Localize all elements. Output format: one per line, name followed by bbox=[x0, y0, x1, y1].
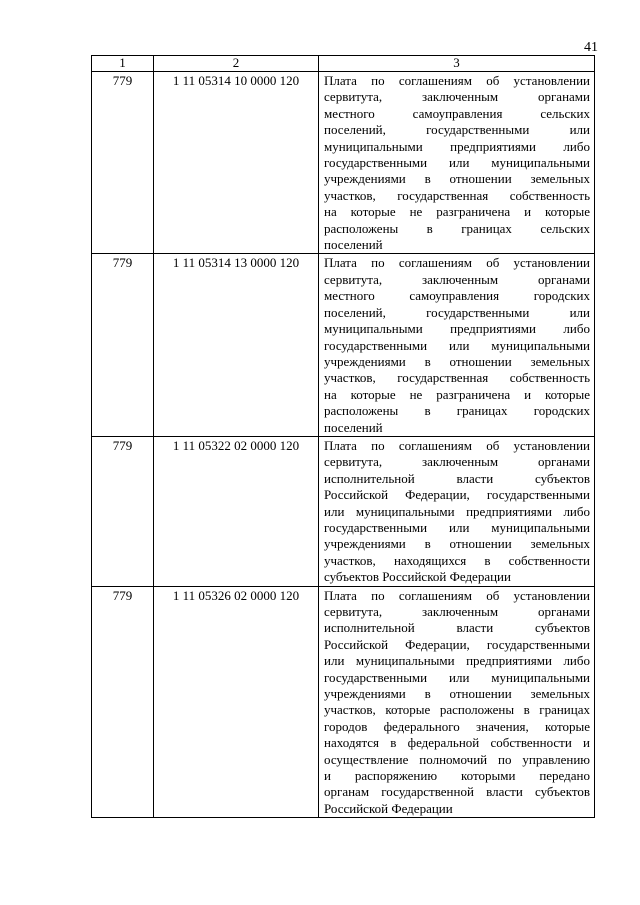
admin-code-cell: 779 bbox=[92, 254, 154, 436]
description-line: субъектов Российской Федерации bbox=[324, 569, 511, 585]
description-line: участков, которые расположены в границах bbox=[324, 702, 590, 718]
admin-code-cell: 779 bbox=[92, 72, 154, 254]
description-line: Российской Федерации, государственными bbox=[324, 487, 590, 503]
description-line: сервитута, заключенным органами bbox=[324, 89, 590, 105]
description-line: местного самоуправления сельских bbox=[324, 105, 590, 121]
description-line: муниципальными предприятиями либо bbox=[324, 321, 590, 337]
description-line: муниципальными предприятиями либо bbox=[324, 138, 590, 154]
description-line: и распоряжению которыми передано bbox=[324, 768, 590, 784]
column-header-admin: 1 bbox=[92, 56, 154, 72]
description-line: участков, государственная собственность bbox=[324, 370, 590, 386]
description-line: поселений bbox=[324, 237, 383, 253]
budget-code-cell: 1 11 05326 02 0000 120 bbox=[154, 586, 319, 818]
description-line: органам государственной власти субъектов bbox=[324, 784, 590, 800]
description-line: или муниципальными предприятиями либо bbox=[324, 503, 590, 519]
description-line: или муниципальными предприятиями либо bbox=[324, 653, 590, 669]
description-line: учреждениями в отношении земельных bbox=[324, 171, 590, 187]
description-line: поселений, государственными или bbox=[324, 304, 590, 320]
description-line: государственными или муниципальными bbox=[324, 155, 590, 171]
description-line: государственными или муниципальными bbox=[324, 669, 590, 685]
description-line: Плата по соглашениям об установлении bbox=[324, 73, 590, 88]
description-line: Плата по соглашениям об установлении bbox=[324, 587, 590, 603]
description-cell bbox=[319, 72, 595, 254]
description-line: расположены в границах сельских bbox=[324, 220, 590, 236]
description-line: сервитута, заключенным органами bbox=[324, 454, 590, 470]
admin-code-cell: 779 bbox=[92, 436, 154, 586]
table-header-row bbox=[92, 56, 595, 72]
description-line: исполнительной власти субъектов bbox=[324, 620, 590, 636]
description-line: местного самоуправления городских bbox=[324, 288, 590, 304]
budget-code-cell: 1 11 05314 10 0000 120 bbox=[154, 72, 319, 254]
column-header-code: 2 bbox=[154, 56, 319, 72]
description-line: участков, государственная собственность bbox=[324, 187, 590, 203]
description-line: участков, находящихся в собственности bbox=[324, 552, 590, 568]
description-line: сервитута, заключенным органами bbox=[324, 271, 590, 287]
table-row bbox=[92, 72, 595, 254]
admin-code-cell: 779 bbox=[92, 586, 154, 818]
description-line: поселений, государственными или bbox=[324, 122, 590, 138]
description-line: Российской Федерации bbox=[324, 800, 453, 816]
description-line: расположены в границах городских bbox=[324, 403, 590, 419]
budget-code-cell: 1 11 05314 13 0000 120 bbox=[154, 254, 319, 436]
description-line: Плата по соглашениям об установлении bbox=[324, 437, 590, 453]
description-cell bbox=[319, 586, 595, 818]
table-row bbox=[92, 436, 595, 586]
description-cell bbox=[319, 254, 595, 436]
description-line: поселений bbox=[324, 419, 383, 435]
table-row bbox=[92, 586, 595, 818]
budget-codes-table bbox=[91, 55, 595, 818]
description-line: государственными или муниципальными bbox=[324, 337, 590, 353]
table-row bbox=[92, 254, 595, 436]
description-line: городов федерального значения, которые bbox=[324, 718, 590, 734]
description-line: Плата по соглашениям об установлении bbox=[324, 255, 590, 271]
description-line: учреждениями в отношении земельных bbox=[324, 686, 590, 702]
description-cell bbox=[319, 436, 595, 586]
page-number: 41 bbox=[584, 40, 598, 55]
description-line: Российской Федерации, государственными bbox=[324, 636, 590, 652]
description-line: на которые не разграничена и которые bbox=[324, 386, 590, 402]
description-line: исполнительной власти субъектов bbox=[324, 470, 590, 486]
description-line: государственными или муниципальными bbox=[324, 519, 590, 535]
description-line: сервитута, заключенным органами bbox=[324, 604, 590, 619]
description-line: осуществление полномочий по управлению bbox=[324, 751, 590, 767]
budget-code-cell: 1 11 05322 02 0000 120 bbox=[154, 436, 319, 586]
description-line: учреждениями в отношении земельных bbox=[324, 353, 590, 369]
description-line: учреждениями в отношении земельных bbox=[324, 536, 590, 552]
column-header-description: 3 bbox=[319, 56, 595, 72]
description-line: находятся в федеральной собственности и bbox=[324, 735, 590, 751]
description-line: на которые не разграничена и которые bbox=[324, 204, 590, 220]
